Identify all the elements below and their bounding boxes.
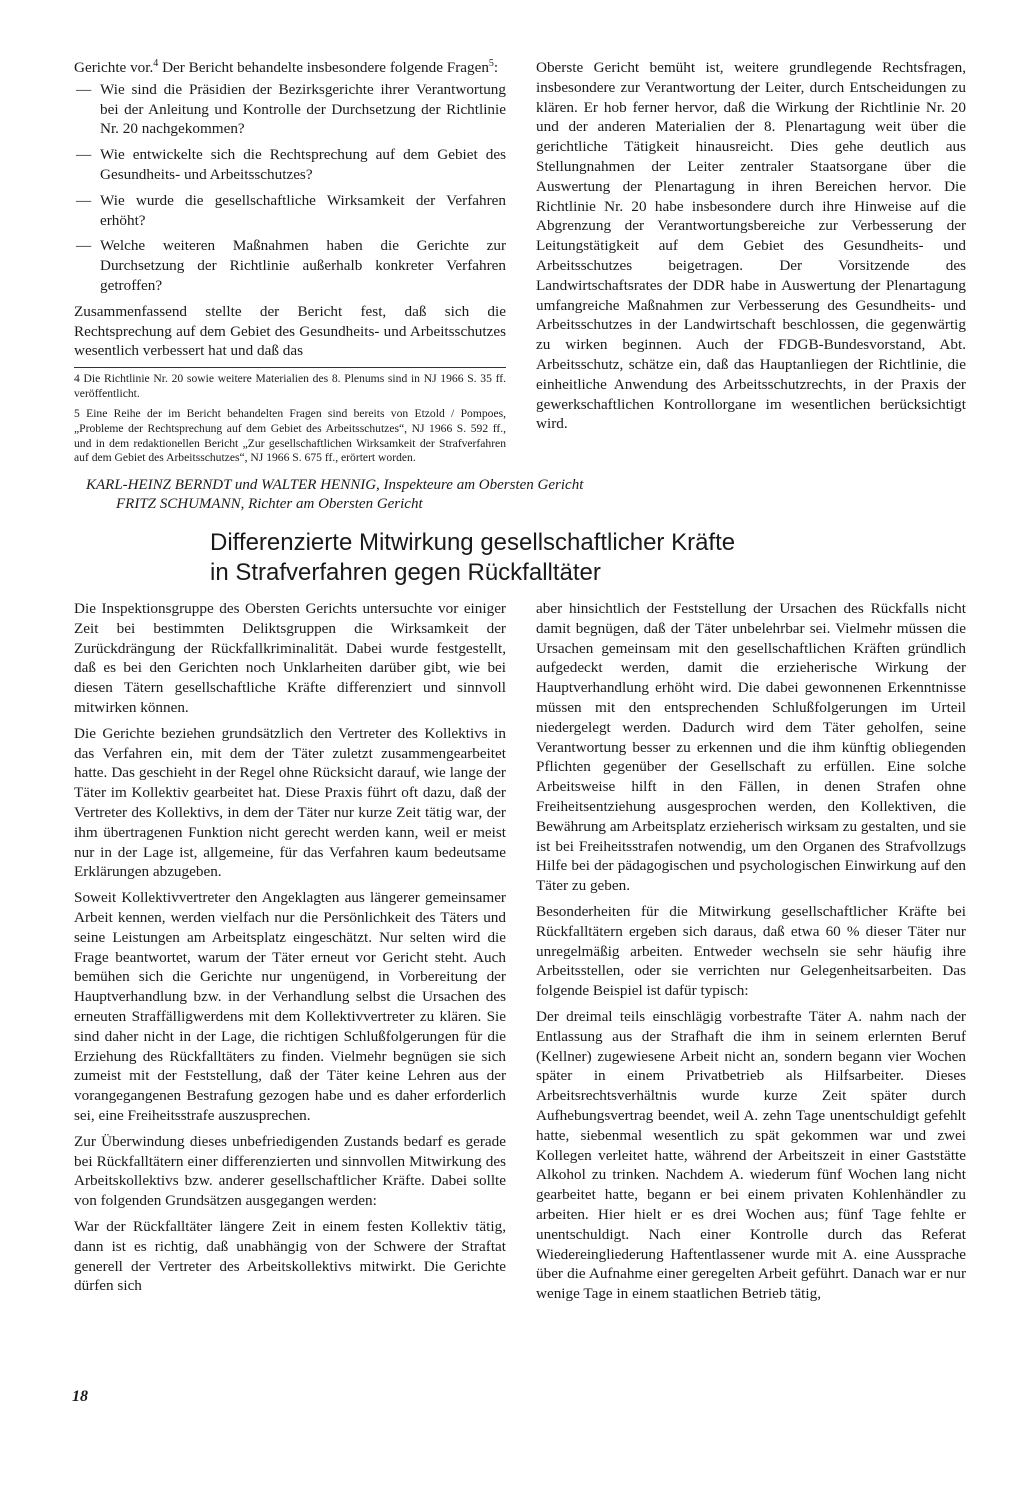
list-item — [74, 236, 506, 295]
body-paragraph: aber hinsichtlich der Feststellung der Ursachen des Rückfalls nicht damit begnügen, daß der Täter unbelehrbar sei. Vielmehr müssen die Ursachen gemeinsam mit den gesellschaftlichen Kräften gründlich aufgedeckt werden, damit die erzieherische Wirkung der Hauptverhandlung erhöht wird. Die dabei gewonnenen Erkenntnisse müssen mit den entsprechenden Schlußfolgerungen im Urteil niedergelegt werden. Dadurch wird dem Täter geholfen, seine Verantwortung besser zu erkennen und die ihm künftig obliegenden Pflichten gegenüber der Gesellschaft zu erfüllen. Eine solche Arbeitsweise hilft in den Fällen, in denen Strafen ohne Freiheitsentziehung ausgesprochen werden, den Kollektiven, die Bewährung am Arbeitsplatz erzieherisch wirksam zu gestalten, und sie ist bei Freiheitsstrafen notwendig, um den Organen des Strafvollzugs Hilfe bei der pädagogischen und psychologischen Einwirkung auf den Täter zu geben. — [536, 600, 966, 895]
body-paragraph: Besonderheiten für die Mitwirkung gesellschaftlicher Kräfte bei Rückfalltätern ergeben sich daraus, daß etwa 60 % dieser Täter nur unregelmäßig arbeiten. Entweder wechseln sie sehr häufig ihre Arbeitsstellen, oder sie verrichten nur Gelegenheitsarbeiten. Das folgende Beispiel ist dafür typisch: — [536, 902, 966, 1000]
byline-judge: FRITZ SCHUMANN, Richter am Obersten Gericht — [116, 496, 423, 512]
dash-bullet: — — [76, 80, 92, 98]
article-headline — [210, 528, 830, 588]
article-byline — [86, 476, 946, 514]
body-paragraph: Soweit Kollektivvertreter den Angeklagten aus längerer gemeinsamer Arbeit kennen, werden vielfach nur die Persönlichkeit des Täters und seine Leistungen am Arbeitsplatz eingeschätzt. Nur selten wird die Frage beantwortet, warum der Täter erneut vor Gericht steht. Auch bemühen sich die Gerichte nur ungenügend, in Vorbereitung der Hauptverhandlung bzw. in der Verhandlung selbst die Ursachen des erneuten Straffälligwerdens mit dem Kollektivvertreter zu klären. Sie sind daher nicht in der Lage, die richtigen Schlußfolgerungen für die Erziehung des Rückfalltäters zu finden. Vielmehr begnügen sie sich zumeist mit der Feststellung, daß der Täter keine Lehren aus der vorangegangenen Bestrafung gezogen habe und es daher erforderlich sei, eine Freiheitsstrafe auszusprechen. — [74, 889, 506, 1124]
intro-colon: : — [493, 59, 499, 76]
question-list — [74, 80, 506, 296]
body-paragraph: Die Gerichte beziehen grundsätzlich den Vertreter des Kollektivs in das Verfahren ein, mit dem der Täter zuletzt zusammengearbeitet hatte. Das geschieht in der Regel ohne Rücksicht darauf, wie lange der Täter im Kollektiv gearbeitet hat. Diese Praxis führt oft dazu, daß der Vertreter des Kollektivs, in dem der Täter nur kurze Zeit tätig war, der ihm übertragenen Funktion nicht gerecht werden kann, weil er meist nur in der Lage ist, allgemeine, für das Verfahren kaum bedeutsame Erklärungen abzugeben. — [74, 724, 506, 881]
dash-bullet: — — [76, 191, 92, 209]
top-left-column — [74, 58, 506, 472]
continuation-paragraph: Oberste Gericht bemüht ist, weitere grundlegende Rechtsfragen, insbesondere zur Verantwortung der Leiter, durch Entscheidungen zu klären. Er hob ferner hervor, daß die Wirkung der Richtlinie Nr. 20 und der anderen Materialien der 8. Plenartagung weit über die gerichtliche Tätigkeit hinausreicht. Dies gehe deutlich aus Stellungnahmen der Leiter zentraler Staatsorgane über die Auswertung der Plenartagung in ihren Bereichen hervor. Die Richtlinie Nr. 20 habe insbesondere durch ihre Hinweise auf die Abgrenzung der Verantwortungsbereiche zur Verbesserung der Leitungstätigkeit auf dem Gebiet des Gesundheits- und Arbeitsschutzes beigetragen. Der Vorsitzende des Landwirtschaftsrates der DDR habe in Auswertung der Plenartagung umfangreiche Maßnahmen zur Verbesserung des Gesundheits- und Arbeitsschutzes in der Landwirtschaft beschlossen, die gegenwärtig zu wirken beginnen. Auch der FDGB-Bundesvorstand, Abt. Arbeitsschutz, schätze ein, daß das Hauptanliegen der Richtlinie, die einheitliche Anwendung des Arbeitsschutzrechts, in der Praxis der gewerkschaftlichen Kontrollorgane im wesentlichen berücksichtigt wird. — [536, 59, 966, 433]
question-text: Wie wurde die gesellschaftliche Wirksamkeit der Verfahren erhöht? — [100, 191, 506, 229]
footnote-4: 4 Die Richtlinie Nr. 20 sowie weitere Materialien des 8. Plenums sind in NJ 1966 S. 35 ff. veröffentlicht. — [74, 372, 506, 400]
list-item — [74, 191, 506, 231]
page-number: 18 — [72, 1388, 88, 1405]
list-item — [74, 80, 506, 139]
list-item — [74, 145, 506, 185]
body-paragraph: Die Inspektionsgruppe des Obersten Gerichts untersuchte vor einiger Zeit bei bestimmten Deliktsgruppen die Wirksamkeit der Zurückdrängung der Rückfallkriminalität. Dabei wurde festgestellt, daß es bei den Gerichten noch Unklarheiten darüber gibt, wie bei diesen Tätern gesellschaftliche Kräfte differenziert und sinnvoll mitwirken können. — [74, 600, 506, 716]
headline-line-2: in Strafverfahren gegen Rückfalltäter — [210, 559, 601, 586]
intro-text-cont: Der Bericht behandelte insbesondere folgende Fragen — [158, 59, 489, 76]
footnote-ref-5: 5 — [488, 57, 494, 69]
example-case-paragraph: Der dreimal teils einschlägig vorbestrafte Täter A. nahm nach der Entlassung aus der Strafhaft die ihm in seinem erlernten Beruf (Kellner) zugewiesene Arbeit nicht an, sondern begann vier Wochen später in einem Privatbetrieb als Hilfsarbeiter. Dieses Arbeitsrechtsverhältnis wurde kurze Zeit später durch Aufhebungsvertrag beendet, weil A. zehn Tage unentschuldigt gefehlt hatte, siebenmal wesentlich zu spät gekommen war und zwei Kollegen verleitet hatte, während der Arbeitszeit in einer Gaststätte Alkohol zu trinken. Nachdem A. wiederum fünf Wochen lang nicht gearbeitet hatte, begann er bei einem privaten Kohlenhändler zu arbeiten. Hier hielt er es drei Wochen aus; fünf Tage fehlte er unentschuldigt. Nach einer Kontrolle durch das Referat Wiedereingliederung Haftentlassener wurde mit A. eine Aussprache über die Aufnahme einer geregelten Arbeit geführt. Danach war er nur wenige Tage in einem staatlichen Betrieb tätig, — [536, 1007, 966, 1303]
summary-paragraph: Zusammenfassend stellte der Bericht fest, daß sich die Rechtsprechung auf dem Gebiet des Gesundheits- und Arbeitsschutzes wesentlich verbessert hat und daß das — [74, 302, 506, 360]
dash-bullet: — — [76, 146, 92, 164]
headline-line-1: Differenzierte Mitwirkung gesellschaftlicher Kräfte — [210, 529, 736, 556]
footnote-5: 5 Eine Reihe der im Bericht behandelten Fragen sind bereits von Etzold / Pompoes, „Probleme der Rechtsprechung auf dem Gebiet des Arbeitsschutzes“, NJ 1966 S. 592 ff., und in dem redaktionellen Bericht „Zur gesellschaftlichen Wirksamkeit der Strafverfahren auf dem Gebiet des Arbeitsschutzes“, NJ 1966 S. 675 ff., erörtert worden. — [74, 407, 506, 465]
dash-bullet: — — [76, 237, 92, 255]
intro-paragraph — [74, 58, 506, 78]
question-text: Welche weiteren Maßnahmen haben die Gerichte zur Durchsetzung der Richtlinie außerhalb konkreter Verfahren getroffen? — [100, 237, 506, 294]
byline-authors: KARL-HEINZ BERNDT und WALTER HENNIG, Inspekteure am Obersten Gericht — [86, 477, 584, 493]
footnote-ref-4: 4 — [153, 57, 159, 69]
intro-text: Gerichte vor. — [74, 59, 154, 76]
bottom-right-column — [536, 599, 966, 1310]
question-text: Wie entwickelte sich die Rechtsprechung auf dem Gebiet des Gesundheits- und Arbeitsschutzes? — [100, 146, 506, 183]
body-paragraph: Zur Überwindung dieses unbefriedigenden Zustands bedarf es gerade bei Rückfalltätern einer differenzierten und sinnvollen Mitwirkung des Arbeitskollektivs bzw. anderer gesellschaftlicher Kräfte. Dabei sollte von folgenden Grundsätzen ausgegangen werden: — [74, 1132, 506, 1210]
question-text: Wie sind die Präsidien der Bezirksgerichte ihrer Verantwortung bei der Anleitung und Kontrolle der Durchsetzung der Richtlinie Nr. 20 nachgekommen? — [100, 80, 506, 138]
footnote-divider — [74, 367, 506, 368]
body-paragraph: War der Rückfalltäter längere Zeit in einem festen Kollektiv tätig, dann ist es richtig, daß unabhängig von der Schwere der Straftat generell der Vertreter des Arbeitskollektivs mitwirkt. Die Gerichte dürfen sich — [74, 1217, 506, 1295]
bottom-left-column — [74, 599, 506, 1302]
top-right-column — [536, 58, 966, 440]
